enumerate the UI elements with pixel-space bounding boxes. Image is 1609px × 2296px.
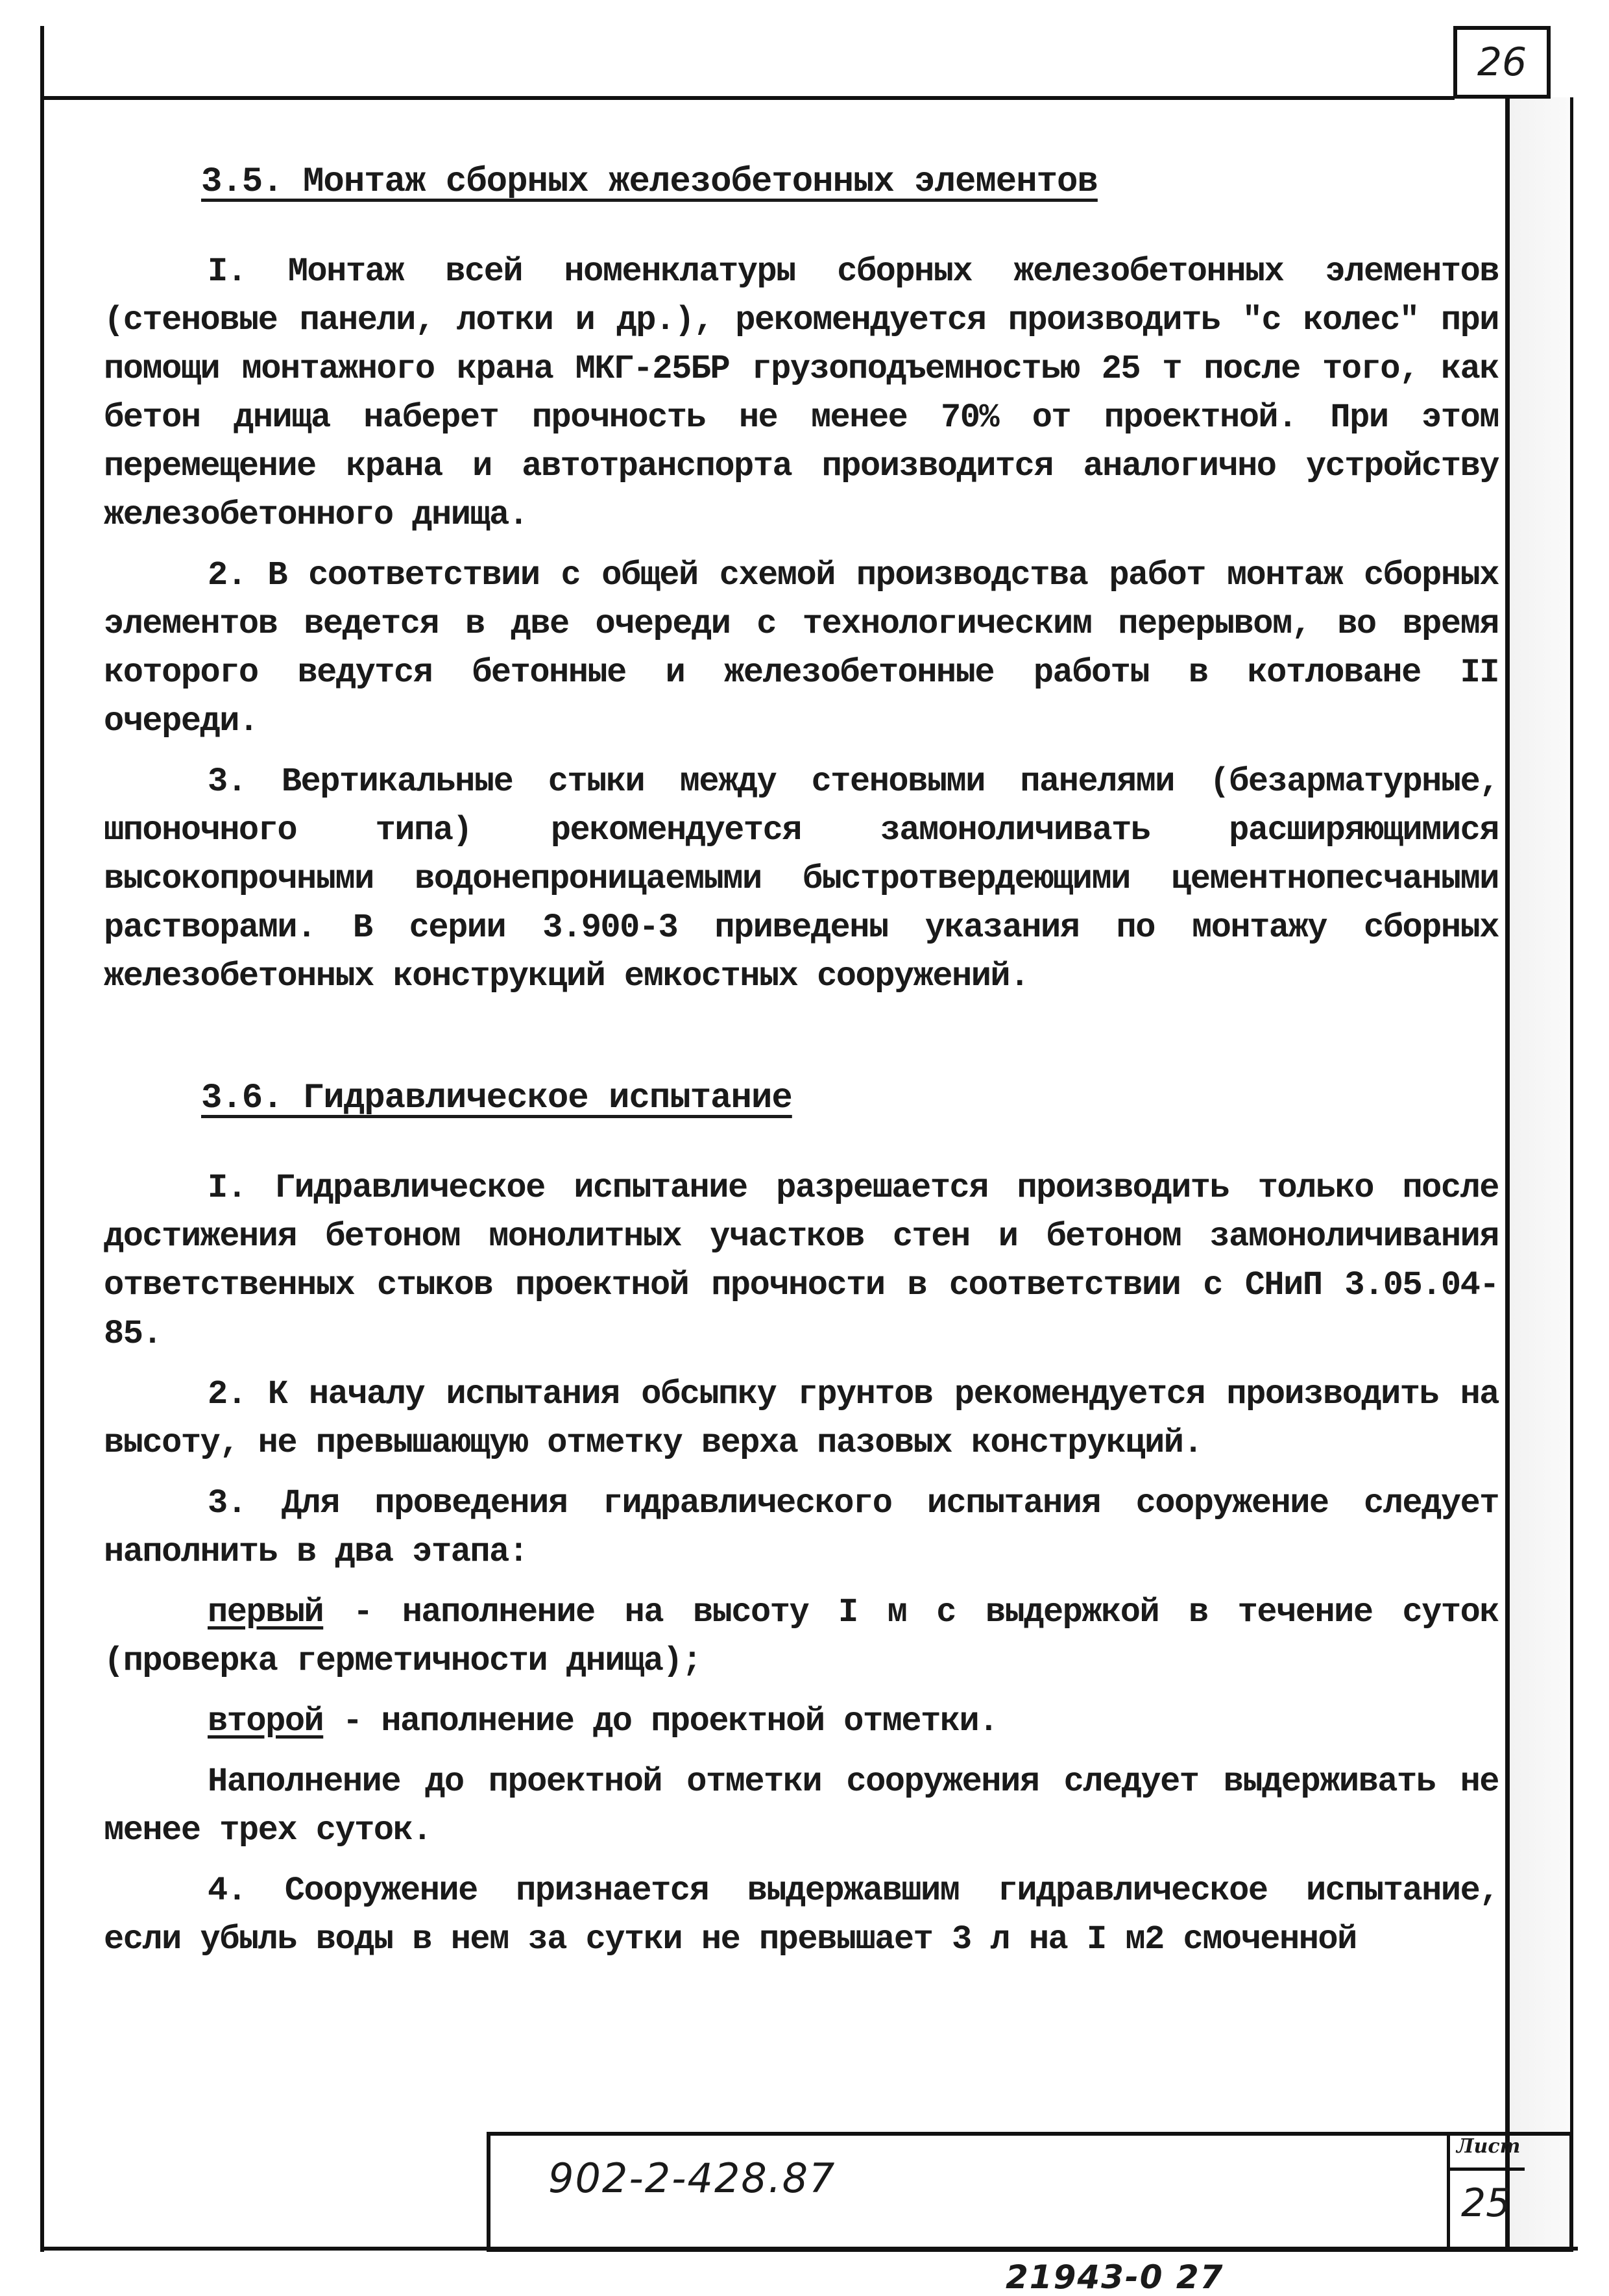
paragraph-3-6-2: 2. К началу испытания обсыпку грунтов рекомендуется производить на высоту, не превышающую отметку верха пазовых конструкций. [104, 1375, 1499, 1462]
archive-number: 21943-0 27 [1006, 2258, 1224, 2296]
section-heading-3-5: 3.5. Монтаж сборных железобетонных элементов [201, 162, 1098, 202]
frame-left-border [40, 26, 44, 2252]
paragraph-3-5-2: 2. В соответствии с общей схемой производства работ монтаж сборных элементов ведется в две очереди с технологическим перерывом, во время которого ведутся бетонные и железобетонные работы в котловане II очереди. [104, 556, 1499, 740]
frame-right-inner-border [1505, 97, 1510, 2249]
stage-first-text: - наполнение на высоту I м с выдержкой в течение суток (проверка герметичности днища); [104, 1593, 1499, 1680]
paragraph-3-6-3: 3. Для проведения гидравлического испытания сооружение следует наполнить в два этапа: [104, 1484, 1499, 1571]
sheet-number: 25 [1461, 2180, 1511, 2226]
paragraph-3-6-1: I. Гидравлическое испытание разрешается производить только после достижения бетоном монолитных участков стен и бетоном замоноличивания ответственных стыков проектной прочности в соответствии с СНиП 3.05.04-85. [104, 1169, 1499, 1353]
frame-right-outer-border [1570, 97, 1573, 2249]
stage-first-term: первый [208, 1593, 324, 1631]
document-code: 902-2-428.87 [548, 2155, 836, 2202]
paragraph-3-5-1: I. Монтаж всей номенклатуры сборных железобетонных элементов (стеновые панели, лотки и др.), рекомендуется производить "с колес" при помощи монтажного крана МКГ-25БР грузоподъемностью 25 т после того, как бетон днища наберет прочность не менее 70% от проектной. При этом перемещение крана и автотранспорта производится аналогично устройству железобетонного днища. [104, 252, 1499, 534]
sheet-label: Лист [1457, 2135, 1521, 2158]
stage-second-term: второй [208, 1702, 324, 1740]
stage-second [104, 1697, 1499, 1746]
paragraph-hold-time: Наполнение до проектной отметки сооружения следует выдерживать не менее трех суток. [104, 1763, 1499, 1850]
paragraph-3-5-3: 3. Вертикальные стыки между стеновыми панелями (безарматурные, шпоночного типа) рекомендуется замоноличивать расширяющимися высокопрочными водонепроницаемыми быстротвердеющими цементнопесчаными растворами. В серии 3.900-3 приведены указания по монтажу сборных железобетонных конструкций емкостных сооружений. [104, 763, 1499, 995]
stage-first [104, 1588, 1499, 1685]
stage-second-text: - наполнение до проектной отметки. [323, 1702, 998, 1740]
section-heading-3-6: 3.6. Гидравлическое испытание [201, 1079, 792, 1118]
document-body [104, 162, 1499, 1964]
paragraph-3-6-4: 4. Сооружение признается выдержавшим гидравлическое испытание, если убыль воды в нем за сутки не превышает 3 л на I м2 смоченной [104, 1872, 1499, 1959]
frame-top-border [40, 96, 1455, 100]
sheet-cell-divider [1447, 2168, 1525, 2171]
top-page-number: 26 [1453, 26, 1551, 99]
frame-right-margin [1510, 97, 1570, 2249]
